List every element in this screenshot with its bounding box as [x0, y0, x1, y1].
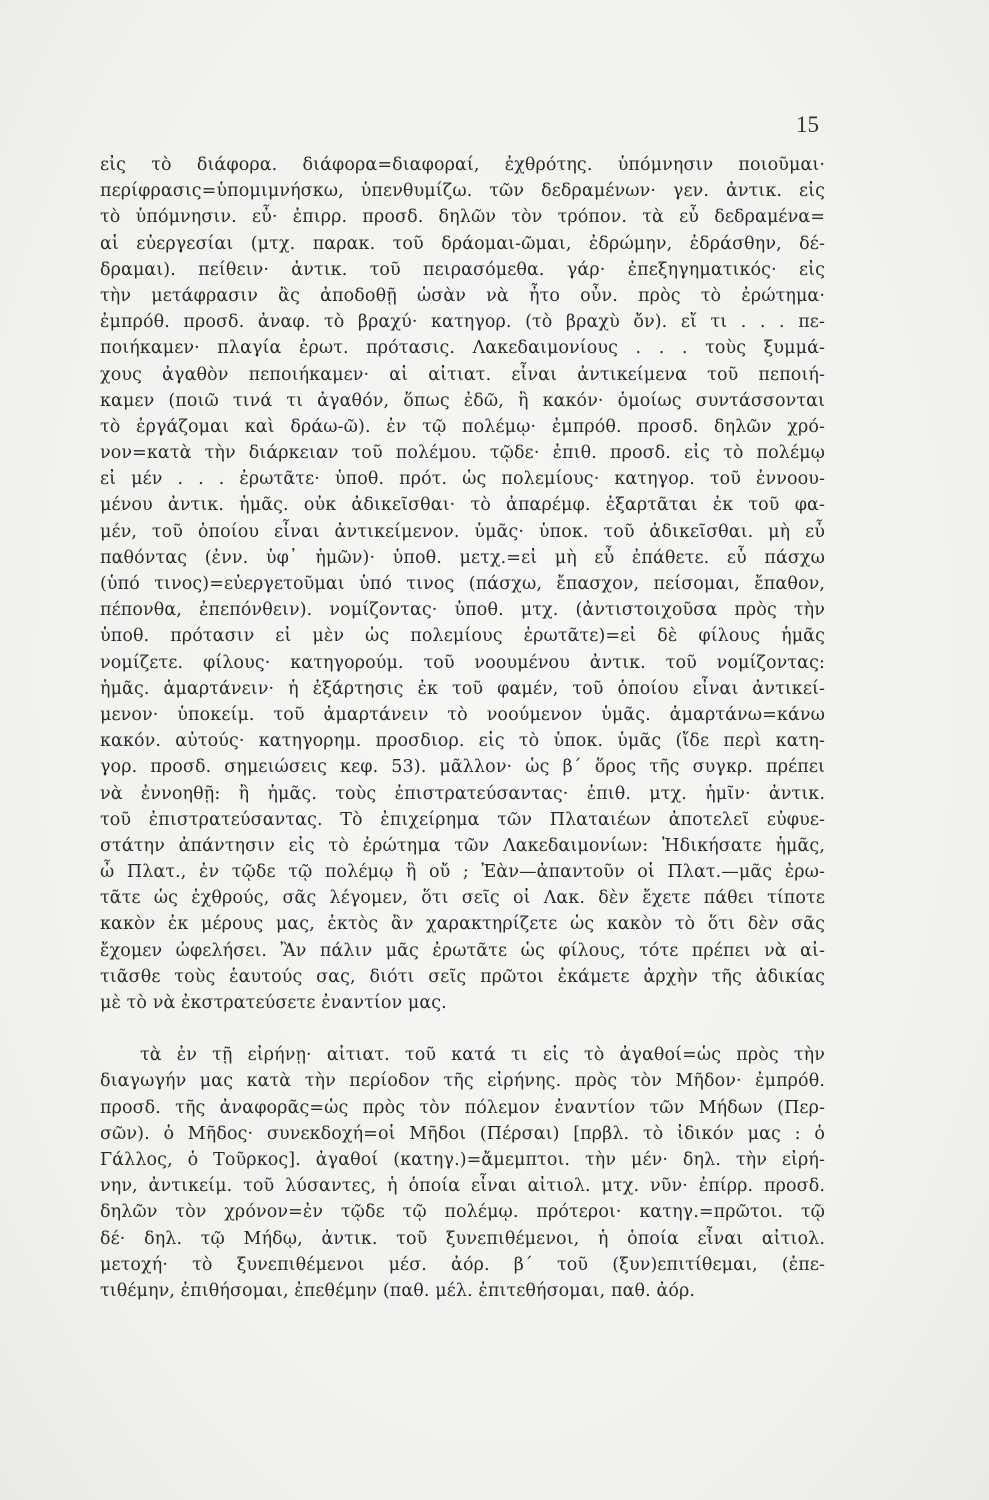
text-line: καμεν (ποιῶ τινά τι ἀγαθόν, ὅπως ἐδῶ, ἢ κακόν· ὁμοίως συντάσσονται: [100, 390, 825, 411]
text-line: τᾶτε ὡς ἐχθρούς, σᾶς λέγομεν, ὅτι σεῖς οἱ Λακ. δὲν ἔχετε πάθει τίποτε: [100, 888, 825, 909]
text-line: ποιήκαμεν· πλαγία ἐρωτ. πρότασις. Λακεδαιμονίους . . . τοὺς ξυμμά-: [100, 338, 825, 359]
text-line: νην, ἀντικείμ. τοῦ λύσαντες, ἡ ὁποία εἶναι αἰτιολ. μτχ. νῦν· ἐπίρρ. προσδ.: [100, 1176, 825, 1197]
text-line: ἐμπρόθ. προσδ. ἀναφ. τὸ βραχύ· κατηγορ. (τὸ βραχὺ ὄν). εἴ τι . . . πε-: [100, 312, 825, 333]
text-line: τὰ ἐν τῇ εἰρήνῃ· αἰτιατ. τοῦ κατά τι εἰς τὸ ἀγαθοί=ὡς πρὸς τὴν: [140, 1045, 825, 1066]
text-line: δέ· δηλ. τῷ Μήδῳ, ἀντικ. τοῦ ξυνεπιθέμενοι, ἡ ὁποία εἶναι αἰτιολ.: [100, 1228, 825, 1249]
text-line: νὰ ἐννοηθῇ: ἢ ἡμᾶς. τοὺς ἐπιστρατεύσαντας· ἐπιθ. μτχ. ἡμῖν· ἀντικ.: [100, 783, 825, 804]
text-line: ὦ Πλατ., ἐν τῷδε τῷ πολέμῳ ἢ οὔ ; Ἐὰν—ἀπαντοῦν οἱ Πλατ.—μᾶς ἐρω-: [100, 862, 825, 883]
paragraph: [100, 1042, 825, 1304]
text-line: δηλῶν τὸν χρόνον=ἐν τῷδε τῷ πολέμῳ. πρότεροι· κατηγ.=πρῶτοι. τῷ: [100, 1202, 825, 1223]
text-line: παθόντας (ἐνν. ὑφ᾽ ἡμῶν)· ὑποθ. μετχ.=εἰ μὴ εὖ ἐπάθετε. εὖ πάσχω: [100, 547, 825, 568]
text-line: εἰς τὸ διάφορα. διάφορα=διαφοραί, ἐχθρότης. ὑπόμνησιν ποιοῦμαι·: [100, 155, 825, 175]
text-line: κακόν. αὐτούς· κατηγορημ. προσδιορ. εἰς τὸ ὑποκ. ὑμᾶς (ἴδε περὶ κατη-: [100, 731, 825, 752]
text-line: δραμαι). πείθειν· ἀντικ. τοῦ πειρασόμεθα. γάρ· ἐπεξηγηματικός· εἰς: [100, 259, 825, 280]
text-line: νομίζετε. φίλους· κατηγορούμ. τοῦ νοουμένου ἀντικ. τοῦ νομίζοντας:: [100, 652, 825, 673]
text-line: τοῦ ἐπιστρατεύσαντας. Τὸ ἐπιχείρημα τῶν Πλαταιέων ἀποτελεῖ εὐφυε-: [100, 809, 825, 830]
page-number: 15: [796, 112, 819, 137]
paragraph: [100, 152, 825, 1016]
text-line: ἔχομεν ὠφελήσει. Ἂν πάλιν μᾶς ἐρωτᾶτε ὡς φίλους, τότε πρέπει νὰ αἰ-: [100, 940, 825, 961]
text-line: στάτην ἀπάντησιν εἰς τὸ ἐρώτημα τῶν Λακεδαιμονίων: Ἠδικήσατε ἡμᾶς,: [100, 835, 825, 856]
text-line: μέν, τοῦ ὁποίου εἶναι ἀντικείμενον. ὑμᾶς· ὑποκ. τοῦ ἀδικεῖσθαι. μὴ εὖ: [100, 521, 825, 542]
text-line: ἡμᾶς. ἁμαρτάνειν· ἡ ἐξάρτησις ἐκ τοῦ φαμέν, τοῦ ὁποίου εἶναι ἀντικεί-: [100, 678, 825, 699]
text-line: τὸ ἐργάζομαι καὶ δράω-ῶ). ἐν τῷ πολέμῳ· ἐμπρόθ. προσδ. δηλῶν χρό-: [100, 416, 825, 437]
text-line: πέπονθα, ἐπεπόνθειν). νομίζοντας· ὑποθ. μτχ. (ἀντιστοιχοῦσα πρὸς τὴν: [100, 600, 825, 621]
text-line: νον=κατὰ τὴν διάρκειαν τοῦ πολέμου. τῷδε· ἐπιθ. προσδ. εἰς τὸ πολέμῳ: [100, 443, 825, 464]
text-line: τὸ ὑπόμνησιν. εὖ· ἐπιρρ. προσδ. δηλῶν τὸν τρόπον. τὰ εὖ δεδραμένα=: [100, 207, 825, 228]
text-line: τιᾶσθε τοὺς ἑαυτούς σας, διότι σεῖς πρῶτοι ἐκάμετε ἀρχὴν τῆς ἀδικίας: [100, 966, 825, 987]
text-line: γορ. προσδ. σημειώσεις κεφ. 53). μᾶλλον· ὡς β΄ ὅρος τῆς συγκρ. πρέπει: [100, 757, 825, 778]
commentary-text: [100, 152, 825, 1304]
paragraph-gap: [100, 1016, 825, 1042]
text-line: μετοχή· τὸ ξυνεπιθέμενοι μέσ. ἀόρ. β΄ τοῦ (ξυν)επιτίθεμαι, (ἐπε-: [100, 1254, 825, 1275]
text-line: σῶν). ὁ Μῆδος· συνεκδοχή=οἱ Μῆδοι (Πέρσαι) [πρβλ. τὸ ἰδικόν μας : ὁ: [100, 1123, 825, 1144]
text-line: μένου ἀντικ. ἡμᾶς. οὐκ ἀδικεῖσθαι· τὸ ἀπαρέμφ. ἐξαρτᾶται ἐκ τοῦ φα-: [100, 495, 825, 516]
text-line: κακὸν ἐκ μέρους μας, ἐκτὸς ἂν χαρακτηρίζετε ὡς κακὸν τὸ ὅτι δὲν σᾶς: [100, 914, 825, 935]
text-line: μενον· ὑποκείμ. τοῦ ἁμαρτάνειν τὸ νοούμενον ὑμᾶς. ἁμαρτάνω=κάνω: [100, 704, 825, 725]
text-line: χους ἀγαθὸν πεποιήκαμεν· αἱ αἰτιατ. εἶναι ἀντικείμενα τοῦ πεποιή-: [100, 364, 825, 385]
text-line: εἰ μέν . . . ἐρωτᾶτε· ὑποθ. πρότ. ὡς πολεμίους· κατηγορ. τοῦ ἐννοου-: [100, 469, 825, 490]
text-line: προσδ. τῆς ἀναφορᾶς=ὡς πρὸς τὸν πόλεμον ἐναντίον τῶν Μήδων (Περ-: [100, 1097, 825, 1118]
text-line: διαγωγήν μας κατὰ τὴν περίοδον τῆς εἰρήνης. πρὸς τὸν Μῆδον· ἐμπρόθ.: [100, 1071, 825, 1092]
text-line: ὑποθ. πρότασιν εἰ μὲν ὡς πολεμίους ἐρωτᾶτε)=εἰ δὲ φίλους ἡμᾶς: [100, 626, 825, 647]
text-line: τὴν μετάφρασιν ἂς ἀποδοθῇ ὡσὰν νὰ ἦτο οὖν. πρὸς τὸ ἐρώτημα·: [100, 285, 825, 306]
text-line: Γάλλος, ὁ Τοῦρκος]. ἀγαθοί (κατηγ.)=ἄμεμπτοι. τὴν μέν· δηλ. τὴν εἰρή-: [100, 1149, 825, 1170]
text-line: περίφρασις=ὑπομιμνήσκω, ὑπενθυμίζω. τῶν δεδραμένων· γεν. ἀντικ. εἰς: [100, 181, 825, 202]
text-line: τιθέμην, ἐπιθήσομαι, ἐπεθέμην (παθ. μέλ. ἐπιτεθήσομαι, παθ. ἀόρ.: [100, 1280, 696, 1301]
text-line: μὲ τὸ νὰ ἐκστρατεύσετε ἐναντίον μας.: [100, 993, 447, 1013]
text-line: (ὑπό τινος)=εὐεργετοῦμαι ὑπό τινος (πάσχω, ἔπασχον, πείσομαι, ἔπαθον,: [100, 574, 825, 594]
text-line: αἱ εὐεργεσίαι (μτχ. παρακ. τοῦ δράομαι-ῶμαι, ἐδρώμην, ἐδράσθην, δέ-: [100, 233, 825, 254]
